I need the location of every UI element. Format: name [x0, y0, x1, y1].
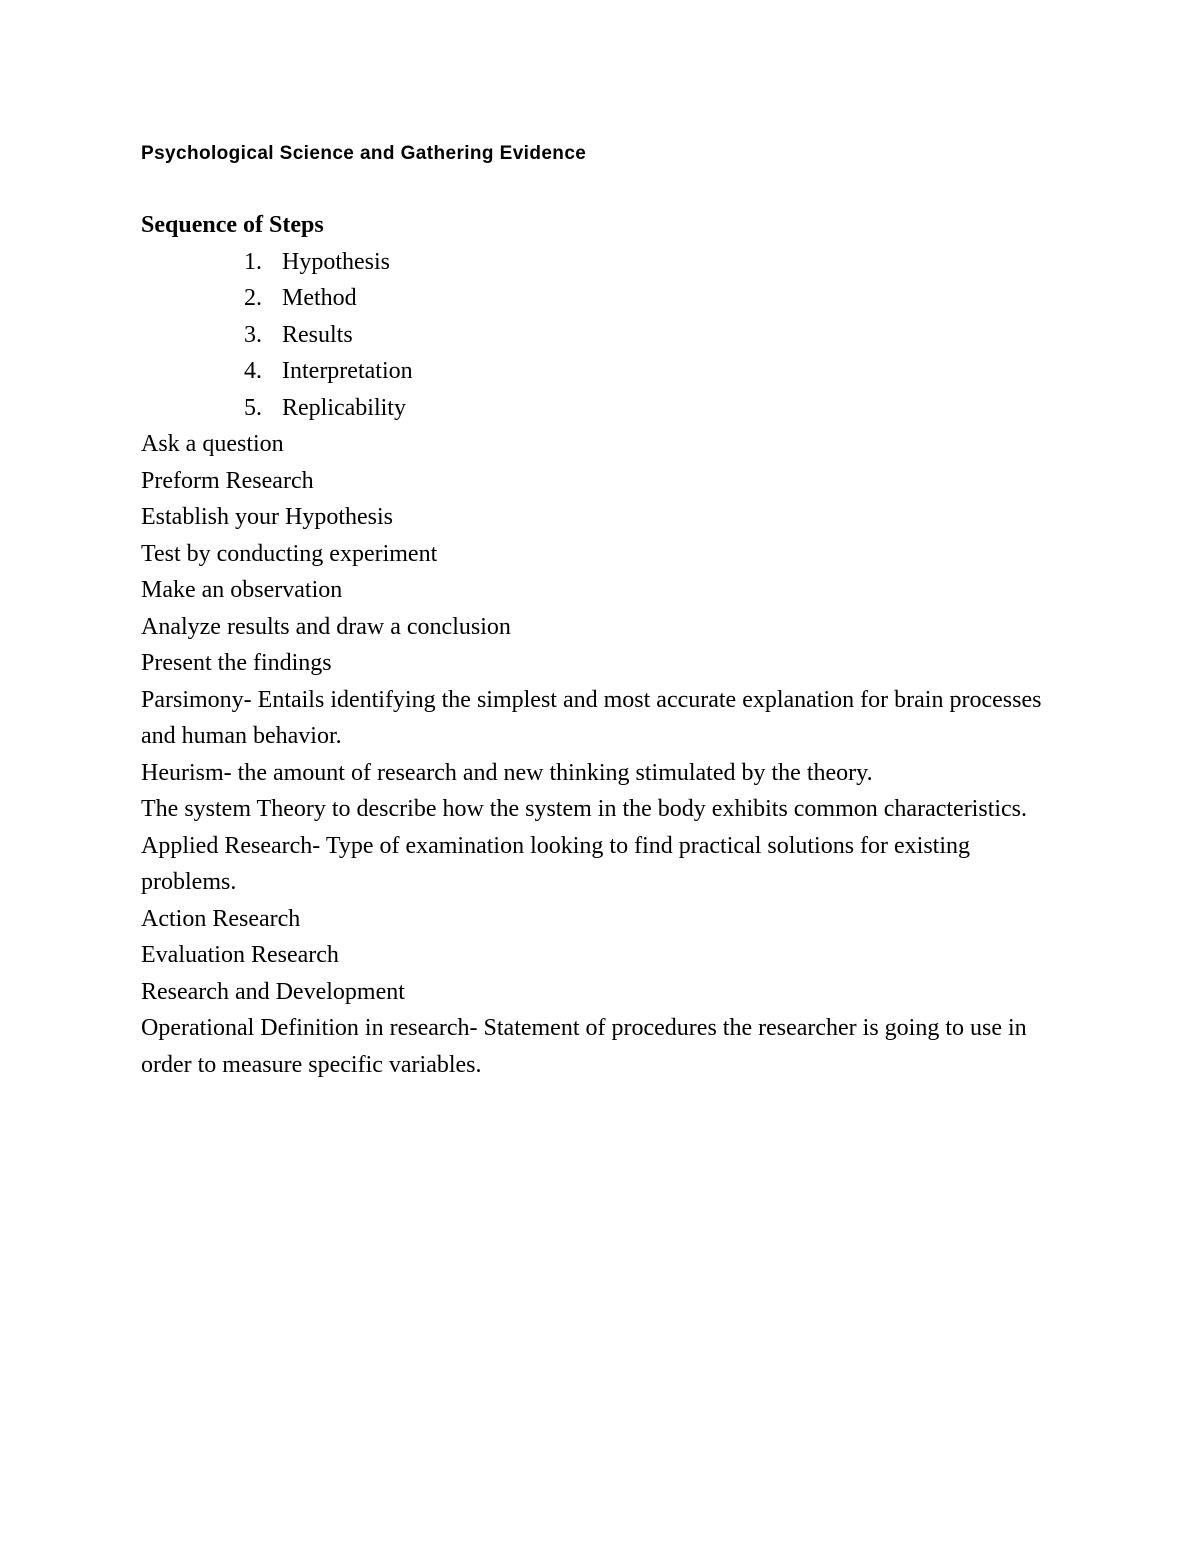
- step-item: [141, 390, 1071, 427]
- paragraph-research-development: Research and Development: [141, 978, 405, 1005]
- step-number: 4.: [244, 358, 262, 384]
- steps-list: [141, 244, 1071, 427]
- paragraph-test-experiment: Test by conducting experiment: [141, 540, 438, 567]
- step-number: 1.: [244, 248, 262, 275]
- step-number: 5.: [244, 394, 262, 421]
- step-item: [141, 280, 1071, 317]
- paragraph-heurism: Heurism- the amount of research and new thinking stimulated by the theory.: [141, 759, 873, 786]
- paragraph-analyze-results: Analyze results and draw a conclusion: [141, 613, 511, 640]
- step-label: Interpretation: [282, 358, 413, 384]
- paragraph-evaluation-research: Evaluation Research: [141, 942, 339, 968]
- paragraph-system-theory: The system Theory to describe how the system in the body exhibits common characteristics.: [141, 796, 1028, 822]
- paragraph-applied-research: Applied Research- Type of examination looking to find practical solutions for existing problems.: [141, 832, 971, 895]
- step-label: Hypothesis: [282, 248, 390, 275]
- paragraph-action-research: Action Research: [141, 905, 301, 932]
- paragraph-present-findings: Present the findings: [141, 650, 332, 676]
- paragraph-preform-research: Preform Research: [141, 467, 314, 494]
- paragraph-ask-question: Ask a question: [141, 431, 284, 457]
- section-heading: Sequence of Steps: [141, 212, 324, 238]
- step-number: 2.: [244, 285, 262, 311]
- document-body: [141, 207, 1071, 1083]
- paragraph-parsimony: Parsimony- Entails identifying the simplest and most accurate explanation for brain processes and human behavior.: [141, 686, 1042, 749]
- step-label: Method: [282, 285, 357, 311]
- step-label: Results: [282, 321, 353, 348]
- step-item: [141, 353, 1071, 390]
- step-number: 3.: [244, 321, 262, 348]
- paragraph-operational-definition: Operational Definition in research- Statement of procedures the researcher is going to use in order to measure specific variables.: [141, 1015, 1027, 1078]
- paragraph-establish-hypothesis: Establish your Hypothesis: [141, 504, 393, 530]
- step-label: Replicability: [282, 394, 406, 421]
- step-item: [141, 244, 1071, 281]
- paragraph-make-observation: Make an observation: [141, 577, 343, 603]
- step-item: [141, 317, 1071, 354]
- document-title: Psychological Science and Gathering Evidence: [141, 143, 587, 164]
